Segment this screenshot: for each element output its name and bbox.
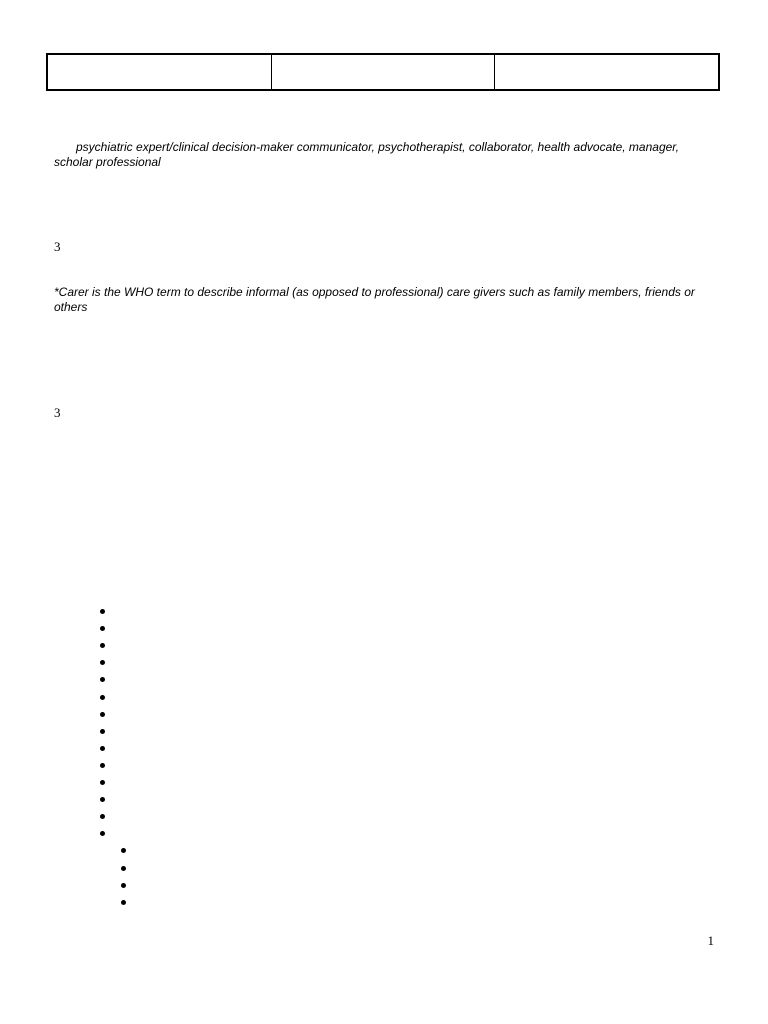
sub-bullet-point [121,866,126,871]
sub-bullet-point [121,883,126,888]
bullet-point [100,695,105,700]
header-cell-3 [495,55,718,89]
bullet-point [100,814,105,819]
number-marker: 3 [54,405,61,420]
bullet-point [100,609,105,614]
bullet-point [100,763,105,768]
number-marker: 3 [54,239,61,254]
bullet-point [100,797,105,802]
header-cell-1 [48,55,272,89]
carer-note: *Carer is the WHO term to describe informal (as opposed to professional) care givers such as family members, friends or others [54,285,695,314]
roles-paragraph: psychiatric expert/clinical decision-maker communicator, psychotherapist, collaborator, health advocate, manager, scholar professional [54,140,679,169]
bullet-point [100,626,105,631]
bullet-point [100,643,105,648]
bullet-point [100,677,105,682]
bullet-point [100,780,105,785]
bullet-point [100,831,105,836]
page-number: 1 [707,933,714,948]
bullet-point [100,746,105,751]
bullet-point [100,712,105,717]
header-cell-2 [272,55,496,89]
sub-bullet-point [121,900,126,905]
bullet-point [100,660,105,665]
bullet-point [100,729,105,734]
sub-bullet-point [121,848,126,853]
header-table [46,53,720,91]
